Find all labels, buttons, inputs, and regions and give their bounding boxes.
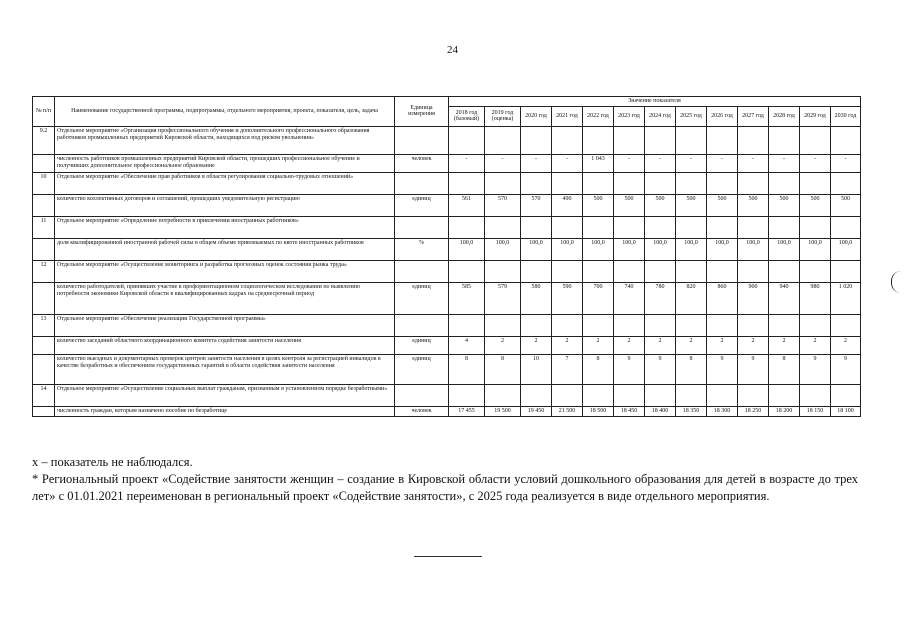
- indicator-name: численность работников промышленных предприятий Кировской области, прошедших профессиональное обучение и получивших дополнительное профессиональное образование: [55, 154, 395, 172]
- closing-rule: [414, 556, 482, 557]
- value-cell: 9: [645, 354, 676, 384]
- empty-cell: [707, 216, 738, 238]
- value-cell: 820: [676, 282, 707, 314]
- section-row: [33, 384, 861, 406]
- empty-cell: [449, 314, 485, 336]
- value-cell: -: [707, 154, 738, 172]
- header-year: 2020 год: [521, 106, 552, 126]
- value-cell: 980: [800, 282, 831, 314]
- empty-cell: [521, 126, 552, 154]
- unit-cell: единиц: [395, 282, 449, 314]
- value-cell: 500: [831, 194, 861, 216]
- value-cell: 2: [485, 336, 521, 354]
- value-cell: 500: [707, 194, 738, 216]
- empty-cell: [583, 260, 614, 282]
- table-row: [33, 406, 861, 416]
- footnote-not-observed: х – показатель не наблюдался.: [32, 455, 193, 469]
- empty-cell: [800, 314, 831, 336]
- empty-cell: [583, 314, 614, 336]
- empty-cell: [583, 384, 614, 406]
- value-cell: 2: [831, 336, 861, 354]
- value-cell: 9: [707, 354, 738, 384]
- footnote-regional-project: * Региональный проект «Содействие занятости женщин – создание в Кировской области условий дошкольного образования для детей в возрасте до трех лет» с 01.01.2021 переименован в региональный проект «Содействие занятости», с 2025 года реализуется в виде отдельного мероприятия.: [32, 472, 858, 503]
- table-row: [33, 354, 861, 384]
- section-row: [33, 172, 861, 194]
- value-cell: 580: [521, 282, 552, 314]
- empty-cell: [800, 260, 831, 282]
- empty-cell: [645, 260, 676, 282]
- unit-cell: единиц: [395, 336, 449, 354]
- value-cell: 100,0: [831, 238, 861, 260]
- value-cell: 570: [521, 194, 552, 216]
- empty-cell: [485, 126, 521, 154]
- empty-cell: [769, 384, 800, 406]
- empty-cell: [583, 216, 614, 238]
- value-cell: 500: [676, 194, 707, 216]
- value-cell: 2: [769, 336, 800, 354]
- empty-cell: [645, 126, 676, 154]
- value-cell: -: [645, 154, 676, 172]
- row-number: [33, 354, 55, 384]
- empty-cell: [449, 384, 485, 406]
- empty-cell: [738, 172, 769, 194]
- empty-cell: [738, 260, 769, 282]
- empty-cell: [614, 260, 645, 282]
- indicator-name: доля квалифицированной иностранной рабочей силы в общем объеме привлекаемых по квоте иностранных работников: [55, 238, 395, 260]
- header-year: 2023 год: [614, 106, 645, 126]
- row-number: [33, 282, 55, 314]
- empty-cell: [831, 260, 861, 282]
- value-cell: 500: [614, 194, 645, 216]
- empty-cell: [831, 172, 861, 194]
- header-year: 2018 год (базовый): [449, 106, 485, 126]
- value-cell: -: [485, 154, 521, 172]
- header-year: 2019 год (оценка): [485, 106, 521, 126]
- empty-cell: [676, 216, 707, 238]
- table-header: [33, 97, 861, 127]
- indicators-table: [32, 96, 861, 417]
- value-cell: 100,0: [449, 238, 485, 260]
- empty-cell: [395, 216, 449, 238]
- value-cell: 500: [583, 194, 614, 216]
- value-cell: -: [521, 154, 552, 172]
- indicator-name: количество коллективных договоров и соглашений, прошедших уведомительную регистрацию: [55, 194, 395, 216]
- empty-cell: [831, 384, 861, 406]
- header-year: 2022 год: [583, 106, 614, 126]
- table-row: [33, 282, 861, 314]
- row-number: [33, 406, 55, 416]
- empty-cell: [676, 314, 707, 336]
- value-cell: 18 400: [645, 406, 676, 416]
- empty-cell: [738, 384, 769, 406]
- unit-cell: единиц: [395, 354, 449, 384]
- value-cell: 4: [449, 336, 485, 354]
- empty-cell: [395, 126, 449, 154]
- value-cell: 8: [769, 354, 800, 384]
- value-cell: -: [738, 154, 769, 172]
- empty-cell: [552, 260, 583, 282]
- empty-cell: [831, 314, 861, 336]
- empty-cell: [769, 126, 800, 154]
- empty-cell: [769, 216, 800, 238]
- margin-bracket-mark: [891, 271, 902, 293]
- empty-cell: [449, 260, 485, 282]
- value-cell: 100,0: [800, 238, 831, 260]
- section-title: Отдельное мероприятие «Осуществление социальных выплат гражданам, признанным в установленном порядке безработными»: [55, 384, 395, 406]
- header-unit: Единица измерения: [395, 97, 449, 127]
- section-title: Отдельное мероприятие «Обеспечение реализации Государственной программы»: [55, 314, 395, 336]
- section-number: 9.2: [33, 126, 55, 154]
- value-cell: 100,0: [738, 238, 769, 260]
- value-cell: 9: [614, 354, 645, 384]
- empty-cell: [395, 260, 449, 282]
- empty-cell: [552, 384, 583, 406]
- empty-cell: [521, 384, 552, 406]
- value-cell: 8: [583, 354, 614, 384]
- empty-cell: [707, 126, 738, 154]
- empty-cell: [707, 260, 738, 282]
- value-cell: 18 350: [676, 406, 707, 416]
- value-cell: -: [676, 154, 707, 172]
- section-number: 14: [33, 384, 55, 406]
- section-title: Отдельное мероприятие «Осуществление мониторинга и разработка прогнозных оценок состояния рынка труда»: [55, 260, 395, 282]
- value-cell: 500: [645, 194, 676, 216]
- indicator-name: количество выездных и документарных проверок центров занятости населения в целях контроля за регистрацией инвалидов в качестве безработных и обеспечением государственных гарантий в области содействия занятости населения: [55, 354, 395, 384]
- section-title: Отдельное мероприятие «Организация профессионального обучения и дополнительного профессионального образования работников промышленных предприятий Кировской области, находящихся под риском увольнения»: [55, 126, 395, 154]
- value-cell: 2: [707, 336, 738, 354]
- value-cell: 590: [552, 282, 583, 314]
- empty-cell: [395, 314, 449, 336]
- empty-cell: [583, 172, 614, 194]
- empty-cell: [485, 384, 521, 406]
- value-cell: -: [614, 154, 645, 172]
- value-cell: 10: [521, 354, 552, 384]
- empty-cell: [485, 314, 521, 336]
- empty-cell: [449, 126, 485, 154]
- section-title: Отдельное мероприятие «Определение потребности в привлечении иностранных работников»: [55, 216, 395, 238]
- indicator-name: численность граждан, которым назначено пособие по безработице: [55, 406, 395, 416]
- table-row: [33, 238, 861, 260]
- empty-cell: [738, 216, 769, 238]
- value-cell: 100,0: [676, 238, 707, 260]
- indicator-name: количество заседаний областного координационного комитета содействия занятости населения: [55, 336, 395, 354]
- table-body: [33, 126, 861, 416]
- value-cell: 2: [676, 336, 707, 354]
- header-year: 2030 год: [831, 106, 861, 126]
- value-cell: 100,0: [614, 238, 645, 260]
- footnotes: [32, 454, 858, 505]
- unit-cell: человек: [395, 406, 449, 416]
- table-row: [33, 154, 861, 172]
- value-cell: 19 500: [485, 406, 521, 416]
- header-year: 2028 год: [769, 106, 800, 126]
- empty-cell: [769, 172, 800, 194]
- unit-cell: %: [395, 238, 449, 260]
- empty-cell: [395, 384, 449, 406]
- value-cell: 19 450: [521, 406, 552, 416]
- value-cell: 570: [485, 194, 521, 216]
- header-year: 2024 год: [645, 106, 676, 126]
- value-cell: 490: [552, 194, 583, 216]
- empty-cell: [521, 216, 552, 238]
- empty-cell: [485, 260, 521, 282]
- section-row: [33, 126, 861, 154]
- value-cell: 900: [738, 282, 769, 314]
- header-year: 2021 год: [552, 106, 583, 126]
- empty-cell: [769, 314, 800, 336]
- value-cell: 9: [831, 354, 861, 384]
- empty-cell: [485, 216, 521, 238]
- empty-cell: [449, 172, 485, 194]
- empty-cell: [614, 172, 645, 194]
- empty-cell: [800, 216, 831, 238]
- table-row: [33, 336, 861, 354]
- section-number: 10: [33, 172, 55, 194]
- header-year: 2027 год: [738, 106, 769, 126]
- empty-cell: [645, 172, 676, 194]
- section-number: 11: [33, 216, 55, 238]
- value-cell: -: [449, 154, 485, 172]
- value-cell: 18 450: [614, 406, 645, 416]
- empty-cell: [614, 216, 645, 238]
- empty-cell: [645, 384, 676, 406]
- value-cell: 100,0: [645, 238, 676, 260]
- value-cell: -: [800, 154, 831, 172]
- value-cell: 18 500: [583, 406, 614, 416]
- empty-cell: [800, 172, 831, 194]
- empty-cell: [614, 314, 645, 336]
- empty-cell: [831, 216, 861, 238]
- header-name: Наименование государственной программы, подпрограммы, отдельного мероприятия, проекта, показателя, цель, задача: [55, 97, 395, 127]
- section-number: 13: [33, 314, 55, 336]
- value-cell: 18 150: [800, 406, 831, 416]
- empty-cell: [583, 126, 614, 154]
- value-cell: 1 020: [831, 282, 861, 314]
- value-cell: -: [552, 154, 583, 172]
- empty-cell: [552, 172, 583, 194]
- value-cell: 1 043: [583, 154, 614, 172]
- header-num: № п/п: [33, 97, 55, 127]
- empty-cell: [800, 384, 831, 406]
- value-cell: 18 250: [738, 406, 769, 416]
- empty-cell: [707, 314, 738, 336]
- empty-cell: [552, 126, 583, 154]
- value-cell: 9: [800, 354, 831, 384]
- empty-cell: [676, 260, 707, 282]
- value-cell: 561: [449, 194, 485, 216]
- empty-cell: [552, 314, 583, 336]
- value-cell: -: [831, 154, 861, 172]
- value-cell: 585: [449, 282, 485, 314]
- empty-cell: [645, 216, 676, 238]
- value-cell: 2: [614, 336, 645, 354]
- row-number: [33, 154, 55, 172]
- empty-cell: [831, 126, 861, 154]
- empty-cell: [521, 314, 552, 336]
- empty-cell: [521, 260, 552, 282]
- value-cell: 100,0: [769, 238, 800, 260]
- value-cell: 2: [800, 336, 831, 354]
- value-cell: 860: [707, 282, 738, 314]
- value-cell: 100,0: [707, 238, 738, 260]
- value-cell: 579: [485, 282, 521, 314]
- empty-cell: [614, 384, 645, 406]
- value-cell: 21 500: [552, 406, 583, 416]
- header-values-group: Значение показателя: [449, 97, 861, 107]
- value-cell: 500: [800, 194, 831, 216]
- empty-cell: [769, 260, 800, 282]
- value-cell: 2: [521, 336, 552, 354]
- value-cell: 940: [769, 282, 800, 314]
- value-cell: 9: [738, 354, 769, 384]
- unit-cell: человек: [395, 154, 449, 172]
- value-cell: 8: [485, 354, 521, 384]
- section-number: 12: [33, 260, 55, 282]
- value-cell: 18 300: [707, 406, 738, 416]
- empty-cell: [738, 314, 769, 336]
- empty-cell: [676, 384, 707, 406]
- page-number: 24: [447, 44, 458, 56]
- header-year: 2025 год: [676, 106, 707, 126]
- section-title: Отдельное мероприятие «Обеспечение прав работников в области регулирования социально-трудовых отношений»: [55, 172, 395, 194]
- value-cell: 700: [583, 282, 614, 314]
- table-row: [33, 194, 861, 216]
- empty-cell: [800, 126, 831, 154]
- value-cell: 17 455: [449, 406, 485, 416]
- value-cell: 2: [552, 336, 583, 354]
- empty-cell: [395, 172, 449, 194]
- empty-cell: [449, 216, 485, 238]
- row-number: [33, 194, 55, 216]
- value-cell: 100,0: [521, 238, 552, 260]
- value-cell: 2: [645, 336, 676, 354]
- header-year: 2029 год: [800, 106, 831, 126]
- value-cell: -: [769, 154, 800, 172]
- value-cell: 500: [769, 194, 800, 216]
- section-row: [33, 260, 861, 282]
- header-year: 2026 год: [707, 106, 738, 126]
- value-cell: 8: [449, 354, 485, 384]
- empty-cell: [676, 172, 707, 194]
- empty-cell: [707, 384, 738, 406]
- empty-cell: [645, 314, 676, 336]
- row-number: [33, 336, 55, 354]
- value-cell: 18 100: [831, 406, 861, 416]
- empty-cell: [614, 126, 645, 154]
- unit-cell: единиц: [395, 194, 449, 216]
- value-cell: 7: [552, 354, 583, 384]
- value-cell: 2: [583, 336, 614, 354]
- row-number: [33, 238, 55, 260]
- empty-cell: [521, 172, 552, 194]
- value-cell: 780: [645, 282, 676, 314]
- value-cell: 8: [676, 354, 707, 384]
- empty-cell: [707, 172, 738, 194]
- value-cell: 100,0: [583, 238, 614, 260]
- indicator-name: количество работодателей, принявших участие в профориентационном социологическом исследовании по выявлению потребности экономики Кировской области в квалифицированных кадрах на среднесрочный период: [55, 282, 395, 314]
- value-cell: 100,0: [485, 238, 521, 260]
- empty-cell: [738, 126, 769, 154]
- value-cell: 500: [738, 194, 769, 216]
- value-cell: 2: [738, 336, 769, 354]
- value-cell: 740: [614, 282, 645, 314]
- empty-cell: [676, 126, 707, 154]
- value-cell: 18 200: [769, 406, 800, 416]
- section-row: [33, 314, 861, 336]
- empty-cell: [485, 172, 521, 194]
- empty-cell: [552, 216, 583, 238]
- section-row: [33, 216, 861, 238]
- value-cell: 100,0: [552, 238, 583, 260]
